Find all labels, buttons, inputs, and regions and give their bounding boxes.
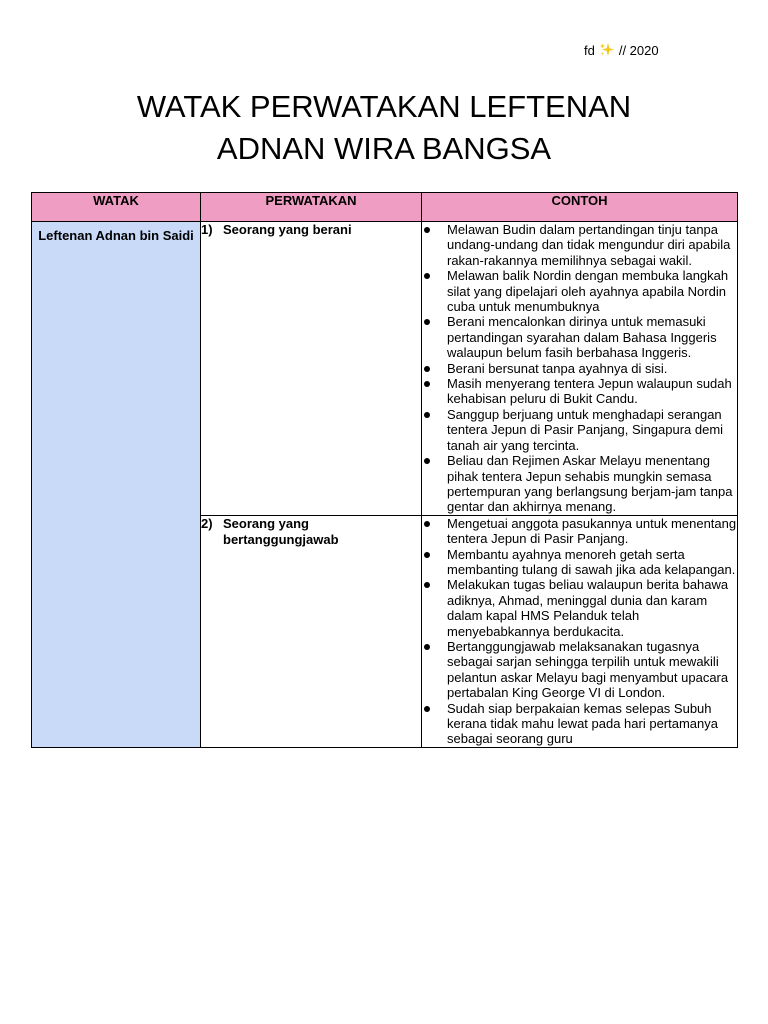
header-perwatakan: PERWATAKAN [201, 193, 422, 222]
contoh-cell [422, 515, 738, 747]
list-item: Melawan Budin dalam pertandingan tinju tanpa undang-undang dan tidak mengundur diri apabila rakan-rakannya memilihnya sebagai wakil. [422, 222, 737, 268]
sparkle-icon [599, 42, 615, 58]
list-item: Berani bersunat tanpa ayahnya di sisi. [422, 361, 737, 376]
trait-label: Seorang yang bertanggungjawab [223, 515, 339, 547]
perwatakan-cell [201, 222, 422, 516]
list-item: Melakukan tugas beliau walaupun berita bahawa adiknya, Ahmad, meninggal dunia dan karam dalam kapal HMS Pelanduk telah menyebabkannya berdukacita. [422, 577, 737, 639]
list-item: Membantu ayahnya menoreh getah serta membanting tulang di sawah jika ada kelapangan. [422, 547, 737, 578]
title-line-1: WATAK PERWATAKAN LEFTENAN [136, 89, 632, 124]
watak-name: Leftenan Adnan bin Saidi [38, 228, 194, 243]
year-label: // 2020 [618, 42, 659, 58]
list-item: Mengetuai anggota pasukannya untuk menentang tentera Jepun di Pasir Panjang. [422, 516, 737, 547]
table-row [32, 222, 738, 516]
list-item: Berani mencalonkan dirinya untuk memasuki pertandingan syarahan dalam Bahasa Inggeris walaupun belum fasih berbahasa Inggeris. [422, 314, 737, 360]
list-item: Sudah siap berpakaian kemas selepas Subuh kerana tidak mahu lewat pada hari pertamanya sebagai seorang guru [422, 701, 737, 747]
table-header-row [32, 193, 738, 222]
trait-label: Seorang yang berani [223, 222, 352, 237]
title-line-2: ADNAN WIRA BANGSA [216, 131, 552, 166]
list-item: Melawan balik Nordin dengan membuka langkah silat yang dipelajari oleh ayahnya apabila Nordin cuba untuk menumbuknya [422, 268, 737, 314]
trait-number: 2) [201, 515, 213, 531]
example-list [422, 222, 737, 515]
watak-cell [32, 222, 201, 748]
list-item: Beliau dan Rejimen Askar Melayu menentang pihak tentera Jepun sehabis mungkin semasa pertempuran yang berlangsung berjam-jam tanpa gentar dan akhirnya menang. [422, 453, 737, 515]
author-initials: fd [584, 42, 595, 58]
trait-number: 1) [201, 222, 213, 237]
example-list [422, 516, 737, 747]
perwatakan-cell [201, 515, 422, 747]
header-note [584, 42, 659, 58]
list-item: Masih menyerang tentera Jepun walaupun sudah kehabisan peluru di Bukit Candu. [422, 376, 737, 407]
page-title [0, 86, 768, 170]
list-item: Sanggup berjuang untuk menghadapi serangan tentera Jepun di Pasir Panjang, Singapura demi tanah air yang tercinta. [422, 407, 737, 453]
contoh-cell [422, 222, 738, 516]
header-contoh: CONTOH [422, 193, 738, 222]
list-item: Bertanggungjawab melaksanakan tugasnya sebagai sarjan sehingga terpilih untuk mewakili pelantun askar Melayu bagi menyambut upacara pertabalan King George VI di London. [422, 639, 737, 701]
header-watak: WATAK [32, 193, 201, 222]
character-table [31, 192, 738, 748]
